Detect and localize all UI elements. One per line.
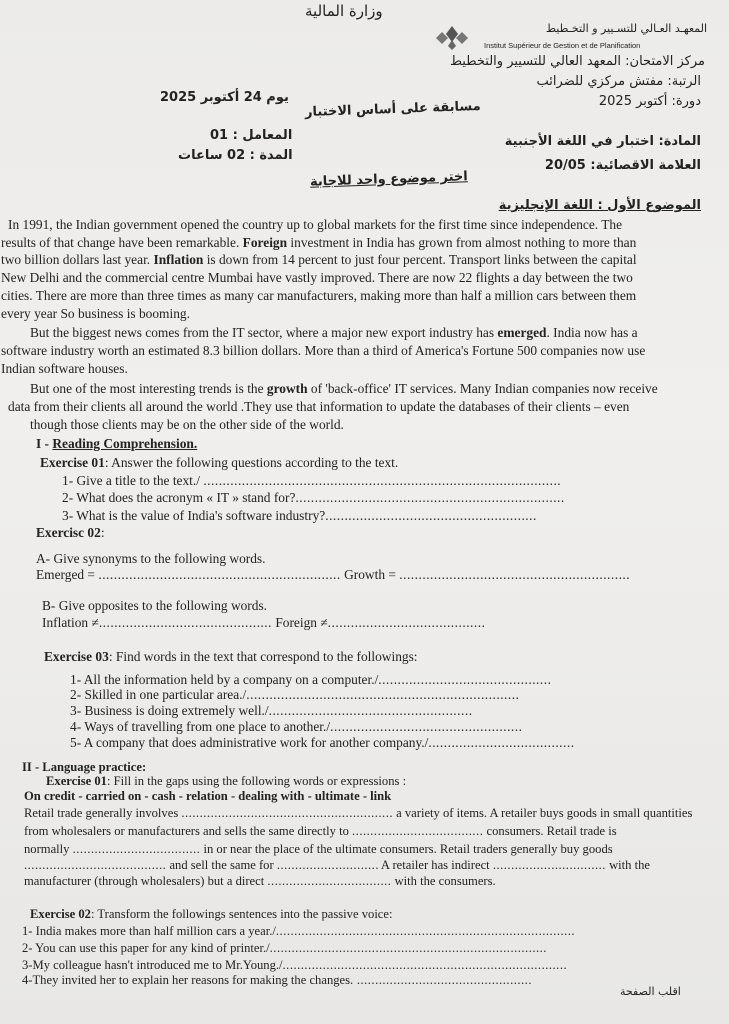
exercise-1-language-heading: Exercise 01: Fill in the gaps using the following words or expressions : [46,774,407,788]
fill-gap-line: normally ................................... in or near the place of the ultimate consumers. Retail traders generally buy goods [24,842,613,856]
definition-2: 2- Skilled in one particular area./....................................................................... [70,687,520,702]
elimination-mark: العلامة الاقصائية: 20/05 [544,158,701,173]
question-1: 1- Give a title to the text./ ............................................................................................. [62,473,562,488]
rank: الرتبة: مفتش مركزي للضرائب [536,74,701,89]
question-3: 3- What is the value of India's software industry?....................................................... [62,508,537,523]
passive-sentence-4: 4-They invited her to explain her reasons for making the changes. ................................................ [22,973,532,987]
passage-line: two billion dollars last year. Inflation is down from 14 percent to just four percent. Transport links between the capital [1,252,637,267]
passage-line: New Delhi and the commercial centre Mumbai have vastly improved. There are now 22 flights a day between the two [1,270,633,285]
question-2: 2- What does the acronym « IT » stand for?...................................................................... [62,490,565,505]
section-reading-title: I - Reading Comprehension. [36,436,198,451]
exercise-3-heading: Exercise 03: Find words in the text that correspond to the followings: [44,649,418,664]
fill-gap-line: ....................................... and sell the same for ............................ A retailer has indirect ............................... with the [24,858,651,872]
passage-line: But one of the most interesting trends is the growth of 'back-office' IT services. Many Indian companies now receive [30,381,658,396]
fill-gap-line: from wholesalers or manufacturers and sells the same directly to .................................... consumers. Retail trade is [24,824,617,838]
definition-3: 3- Business is doing extremely well./..................................................... [70,703,473,718]
passage-line: Indian software houses. [1,361,128,376]
passage-line: software industry worth an estimated 8.3 billion dollars. More than a third of America's Fortune 500 companies now use [1,343,646,358]
synonyms-line: Emerged = ............................................................... Growth = ............................................................ [36,567,631,582]
institute-name-ar: المعهـد العـالي للتسـيير و التخـطيط [545,22,707,35]
passage-line: data from their clients all around the world .They use that information to update the databases of their clients – even [8,399,630,414]
ministry-title: وزارة المالية [305,2,383,20]
fill-gap-line: Retail trade generally involves .......................................................... a variety of items. A retailer buys goods in small quantities [24,806,693,820]
exam-date: يوم 24 أكتوبر 2025 [160,90,289,105]
definition-5: 5- A company that does administrative work for another company./...................................... [70,735,575,750]
turn-page-note: اقلب الصفحة [620,985,681,998]
passive-sentence-1: 1- India makes more than half million cars a year./.................................................................................. [22,924,576,938]
subject: المادة: اختبار في اللغة الأجنبية [504,134,701,149]
opposites-line: Inflation ≠............................................. Foreign ≠......................................... [42,615,486,630]
opposites-title: B- Give opposites to the following words. [42,598,268,613]
institute-logo-icon [432,24,472,52]
session: دورة: أكتوبر 2025 [598,94,701,109]
exercise-2-language-heading: Exercise 02: Transform the followings sentences into the passive voice: [30,907,393,921]
exam-center: مركز الامتحان: المعهد العالي للتسيير والتخطيط [449,54,705,69]
duration: المدة : 02 ساعات [178,148,293,163]
synonyms-title: A- Give synonyms to the following words. [36,551,266,566]
institute-name-fr: Institut Supérieur de Gestion et de Planification [484,41,641,50]
passage-line: But the biggest news comes from the IT sector, where a major new export industry has emerged. India now has a [30,325,638,340]
choose-topic: اختر موضوع واحد للاجابة [309,169,468,190]
coefficient: المعامل : 01 [210,128,293,143]
word-list: On credit - carried on - cash - relation - dealing with - ultimate - link [24,789,392,803]
passive-sentence-3: 3-My colleague hasn't introduced me to Mr.Young./.............................................................................. [22,958,568,972]
passage-line: every year So business is booming. [1,306,190,321]
fill-gap-line: manufacturer (through wholesalers) but a direct .................................. with the consumers. [24,874,496,888]
definition-4: 4- Ways of travelling from one place to another./.................................................. [70,719,523,734]
exercise-2-heading: Exercisc 02: [36,525,105,540]
contest-type: مسابقة على أساس الاختبار [304,98,481,121]
passage-line: In 1991, the Indian government opened the country up to global markets for the first time since independence. The [8,217,623,232]
passage-line: though those clients may be on the other side of the world. [30,417,344,432]
definition-1: 1- All the information held by a company on a computer./............................................. [70,672,552,687]
passage-line: cities. There are more than three times as many car manufacturers, making more than half a million cars between them [1,288,637,303]
section-language-title: II - Language practice: [22,760,147,774]
passage-line: results of that change have been remarkable. Foreign investment in India has grown from almost nothing to more than [1,235,637,250]
topic-title: الموضوع الأول : اللغة الإنجليزية [498,198,701,213]
exercise-1-heading: Exercise 01: Answer the following questions according to the text. [40,455,399,470]
passive-sentence-2: 2- You can use this paper for any kind of printer./............................................................................ [22,941,547,955]
